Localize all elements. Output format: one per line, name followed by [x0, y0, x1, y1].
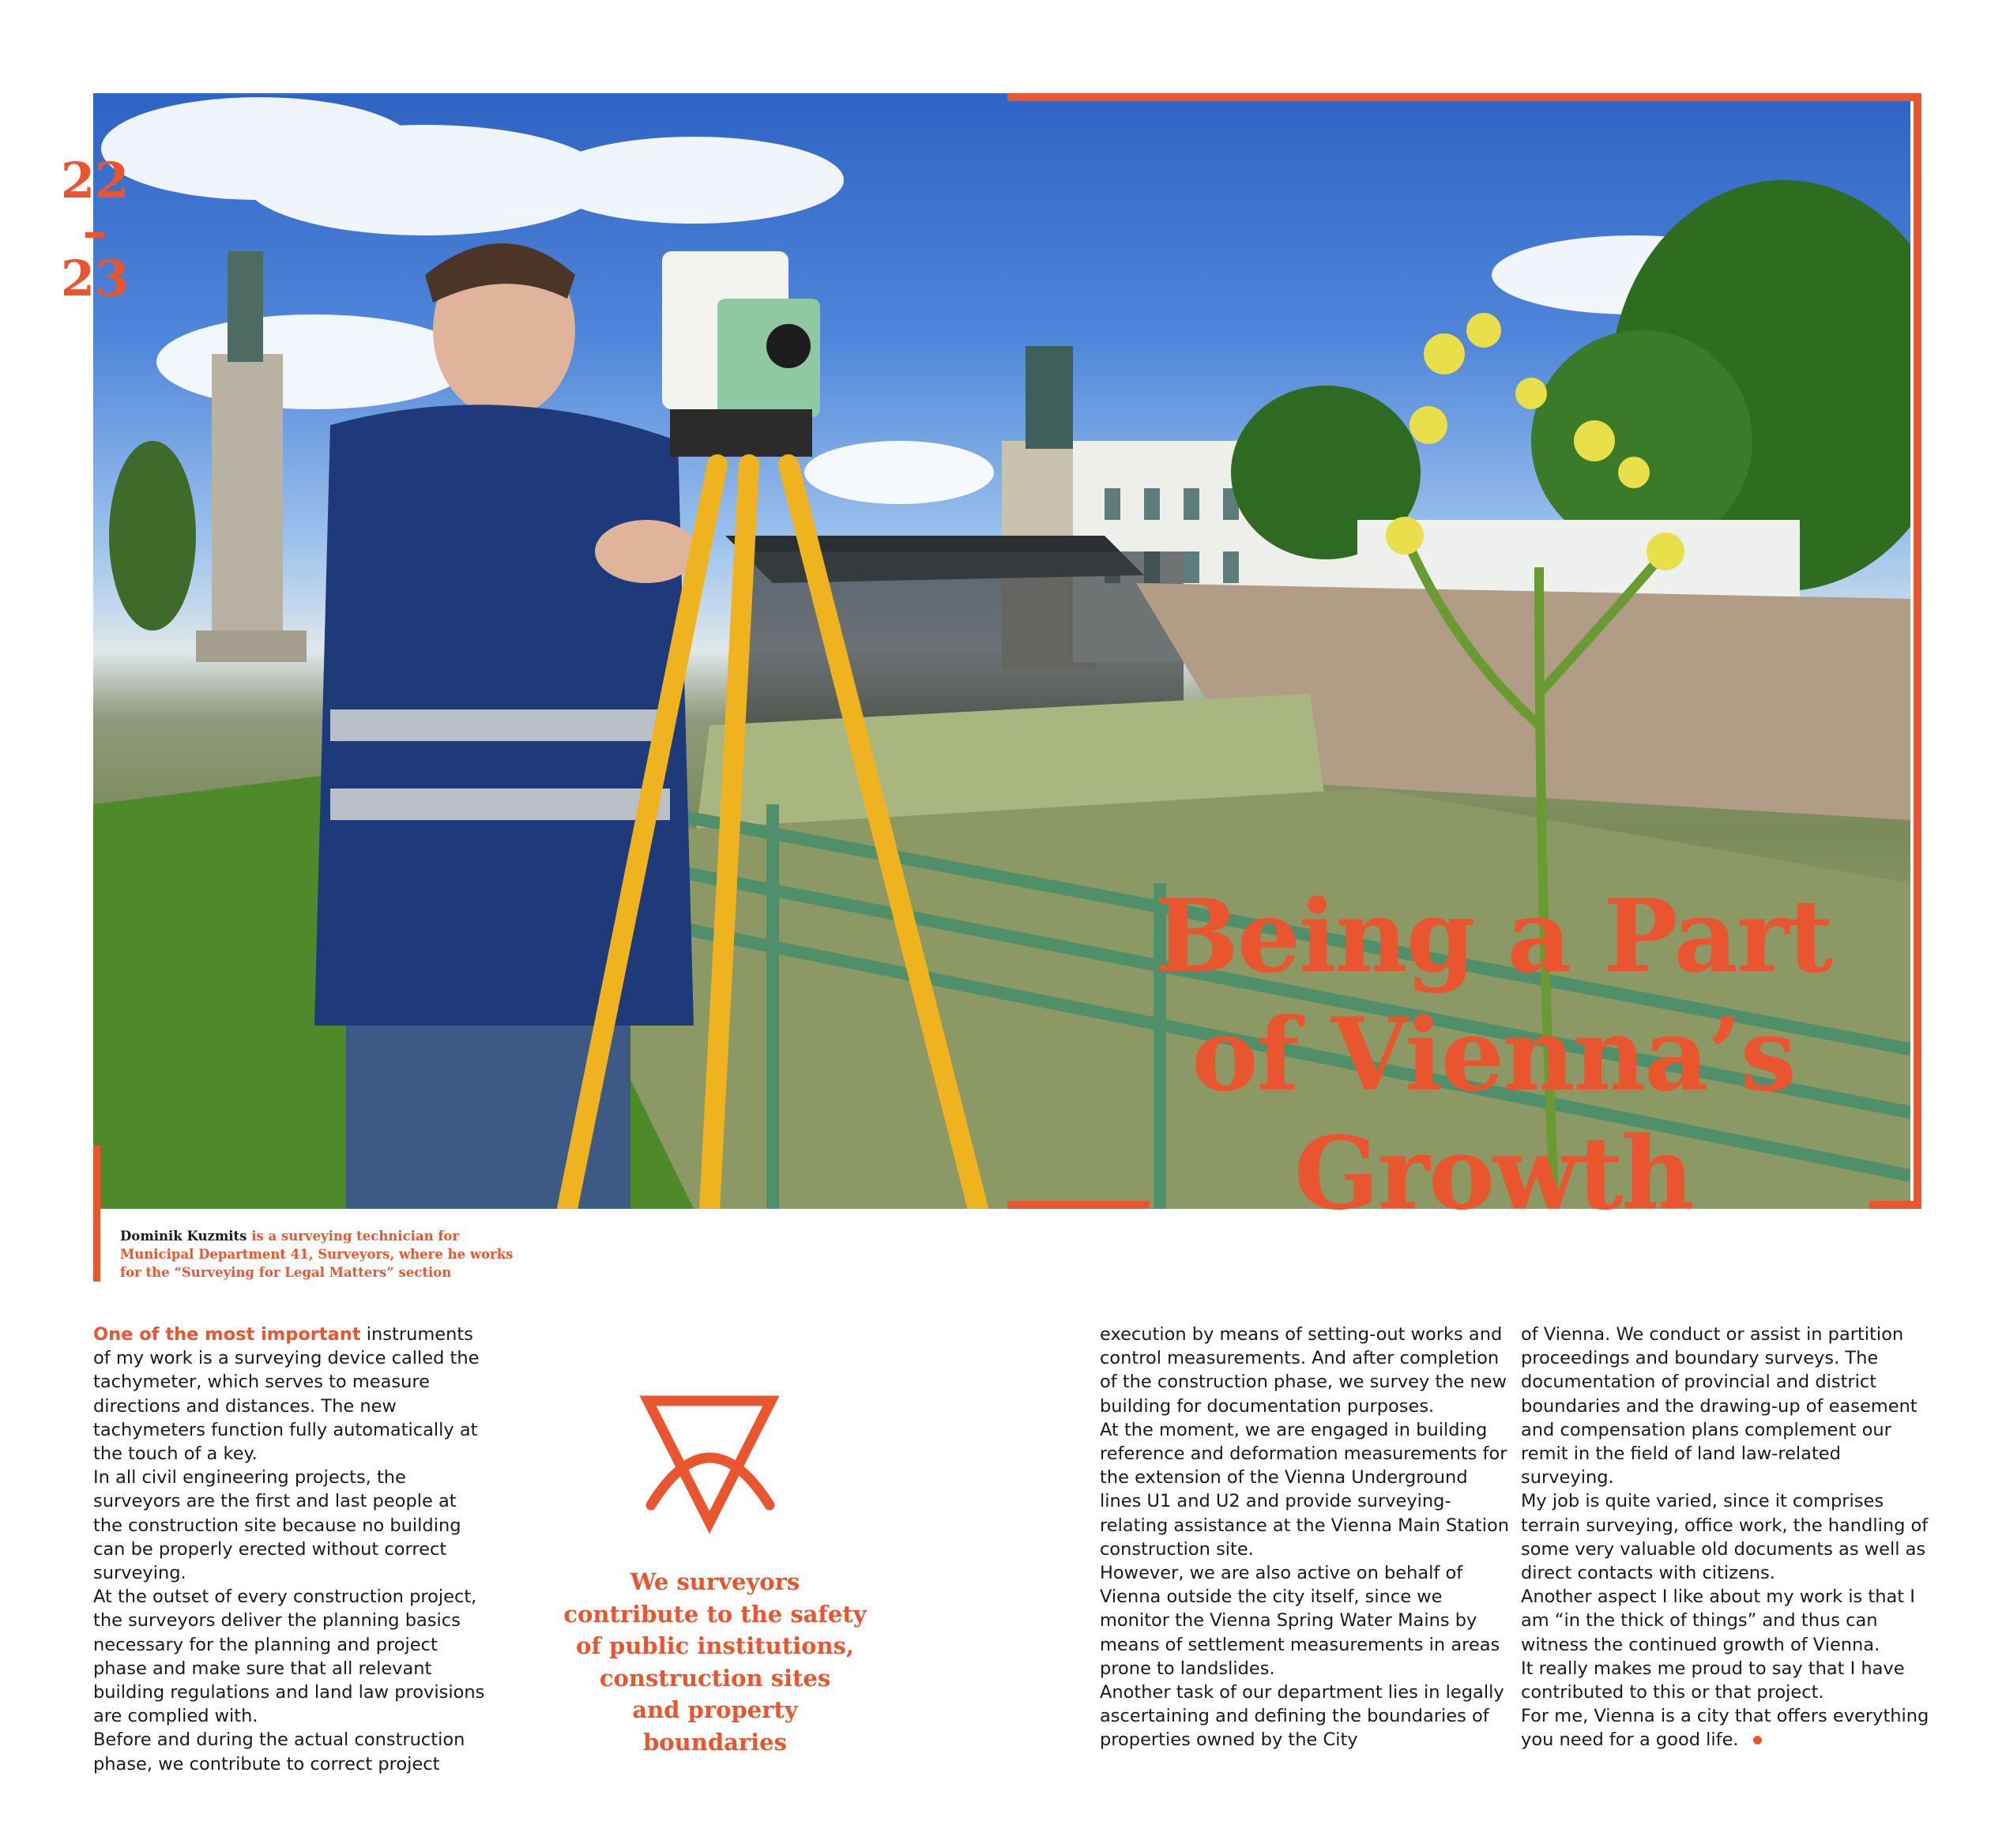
- frame-bottom-line-right: [1869, 1201, 1921, 1209]
- paragraph: At the moment, we are engaged in building reference and deformation measurements for the extension of the Vienna Underground lines U1 and U2 and provide surveying-relating assistance at the Vienna Main Station construction site.: [1100, 1419, 1509, 1560]
- headline-line: of Vienna’s: [1191, 996, 1795, 1113]
- quote-line: and property: [632, 1696, 798, 1723]
- caption-name: Dominik Kuzmits: [120, 1229, 247, 1244]
- quote-line: construction sites: [599, 1664, 831, 1692]
- photo-caption: [120, 1227, 531, 1282]
- paragraph: Before and during the actual construction phase, we contribute to correct project: [93, 1729, 465, 1775]
- headline-line: Growth: [1293, 1115, 1693, 1232]
- lead-in: One of the most important: [93, 1324, 361, 1345]
- paragraph: instruments of my work is a surveying device called the tachymeter, which serves to measure directions and distances. The new tachymeters function fully automatically at the touch of a key.: [93, 1324, 480, 1465]
- paragraph: However, we are also active on behalf of Vienna outside the city itself, since we monitor the Vienna Spring Water Mains by means of settlement measurements in areas prone to landslides.: [1100, 1563, 1500, 1679]
- page-number-left: 22: [60, 152, 130, 209]
- paragraph: In all civil engineering projects, the surveyors are the first and last people at the construction site because no building can be properly erected without correct surveying.: [93, 1467, 461, 1584]
- headline: [1138, 877, 1849, 1233]
- article-column-1: [93, 1323, 488, 1776]
- frame-right-line: [1914, 93, 1921, 1209]
- quote-line: of public institutions,: [576, 1632, 854, 1659]
- end-mark-dot: [1753, 1736, 1762, 1744]
- quote-line: We surveyors: [630, 1568, 800, 1595]
- paragraph: It really makes me proud to say that I have contributed to this or that project.: [1521, 1658, 1905, 1703]
- caption-bar: [93, 1146, 100, 1282]
- article-column-3: [1100, 1323, 1511, 1752]
- paragraph: My job is quite varied, since it comprises terrain surveying, office work, the handling of some very valuable old documents as well as direct contacts with citizens.: [1521, 1491, 1929, 1584]
- page-number-separator: –: [82, 202, 107, 260]
- paragraph: At the outset of every construction project, the surveyors deliver the planning basics necessary for the planning and project phase and make sure that all relevant building regulations and land law provisions are complied with.: [93, 1586, 485, 1727]
- paragraph: of Vienna. We conduct or assist in partition proceedings and boundary surveys. The documentation of provincial and district boundaries and the drawing-up of easement and compensation plans complement our remit in the field of land law-related surveying.: [1521, 1324, 1918, 1489]
- surveyor-triangle-arc-icon: [638, 1387, 781, 1537]
- headline-line: Being a Part: [1154, 878, 1832, 995]
- article-column-4: [1521, 1323, 1932, 1752]
- frame-top-line: [1007, 93, 1921, 101]
- pull-quote: [553, 1566, 877, 1758]
- caption-text: is a surveying technician for Municipal Department 41, Surveyors, where he works for the “Surveying for Legal Matters” section: [120, 1229, 514, 1280]
- quote-line: boundaries: [643, 1728, 787, 1756]
- paragraph: Another aspect I like about my work is that I am “in the thick of things” and thus can witness the continued growth of Vienna.: [1521, 1586, 1915, 1655]
- page-number-right: 23: [60, 250, 130, 307]
- paragraph: For me, Vienna is a city that offers everything you need for a good life.: [1521, 1706, 1929, 1751]
- quote-line: contribute to the safety: [563, 1600, 867, 1628]
- paragraph: execution by means of setting-out works and control measurements. And after completion of the construction phase, we survey the new building for documentation purposes.: [1100, 1324, 1507, 1417]
- frame-bottom-line-left: [1007, 1201, 1150, 1209]
- paragraph: Another task of our department lies in legally ascertaining and defining the boundaries of properties owned by the City: [1100, 1682, 1504, 1751]
